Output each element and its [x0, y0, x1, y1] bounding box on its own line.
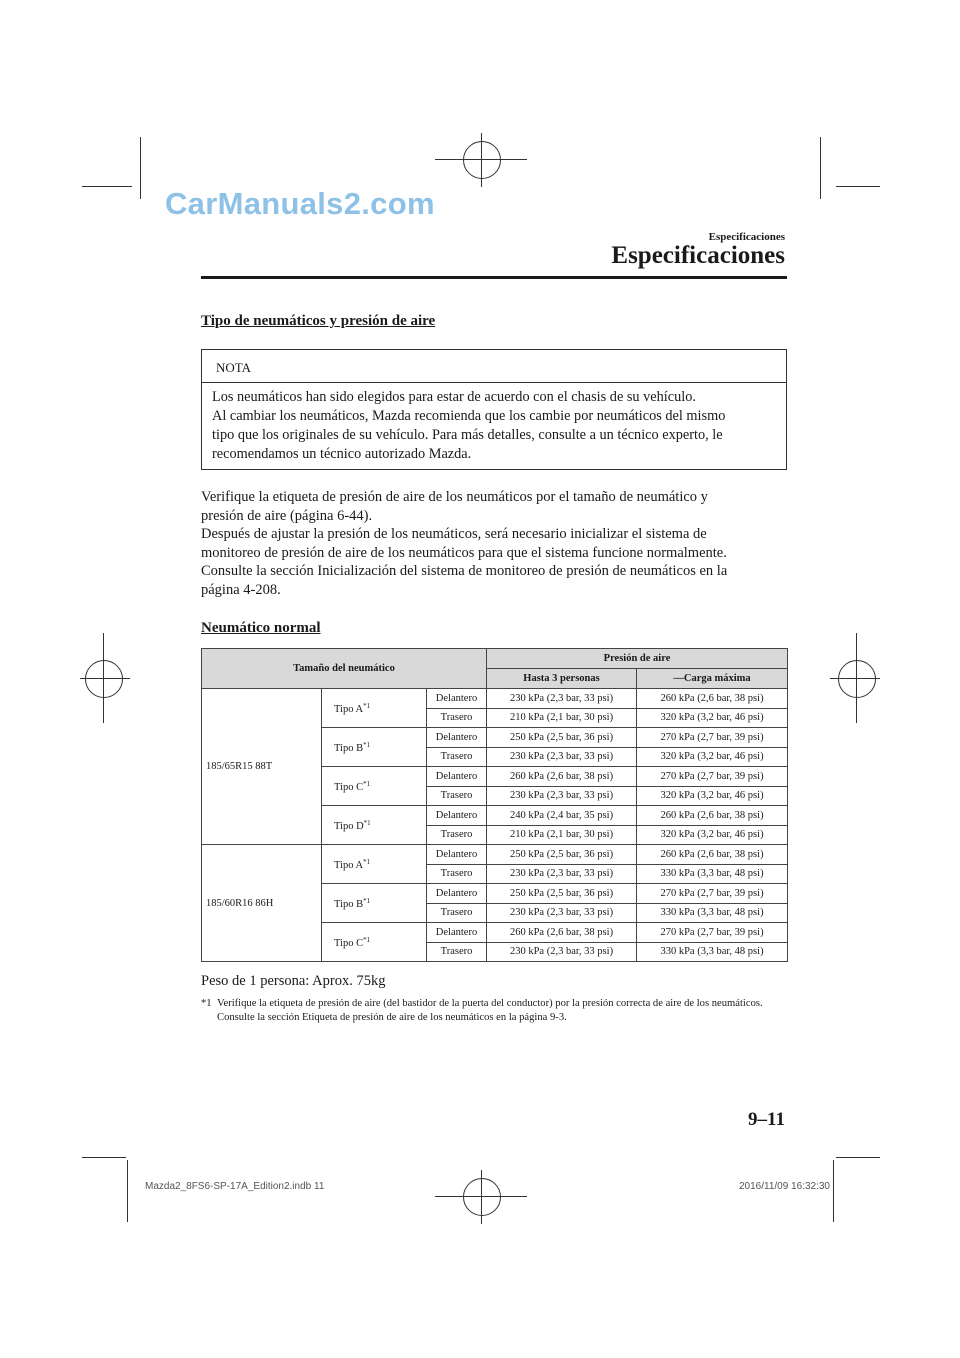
pressure-max-load-cell: 330 kPa (3,3 bar, 48 psi): [637, 864, 788, 884]
note-box: [201, 349, 787, 470]
pressure-max-load-cell: 270 kPa (2,7 bar, 39 psi): [637, 884, 788, 904]
footer-timestamp: 2016/11/09 16:32:30: [738, 1181, 830, 1192]
tire-type-label: Tipo C: [334, 937, 364, 949]
axle-position-cell: Delantero: [427, 923, 487, 943]
axle-position-cell: Trasero: [427, 903, 487, 923]
footnote-ref: *1: [363, 896, 371, 905]
axle-position-cell: Delantero: [427, 689, 487, 709]
header-up-to-3-persons: Hasta 3 personas: [487, 669, 637, 689]
watermark-logo: CarManuals2.com: [165, 186, 435, 221]
tire-type-cell: [322, 728, 427, 767]
tire-size-cell: 185/60R16 86H: [202, 845, 322, 962]
running-header-section: Especificaciones: [708, 231, 785, 243]
note-line: tipo que los originales de su vehículo. Para más detalles, consulte a un técnico experto, le: [212, 427, 723, 443]
body-paragraph: [201, 488, 787, 600]
pressure-normal-cell: 210 kPa (2,1 bar, 30 psi): [487, 825, 637, 845]
tire-type-label: Tipo A: [334, 859, 364, 871]
header-tire-size: Tamaño del neumático: [202, 649, 487, 689]
pressure-max-load-cell: 330 kPa (3,3 bar, 48 psi): [637, 942, 788, 962]
pressure-max-load-cell: 260 kPa (2,6 bar, 38 psi): [637, 806, 788, 826]
note-line: Al cambiar los neumáticos, Mazda recomienda que los cambie por neumáticos del mismo: [212, 408, 726, 424]
note-title: NOTA: [216, 360, 252, 375]
pressure-max-load-cell: 320 kPa (3,2 bar, 46 psi): [637, 708, 788, 728]
tire-type-label: Tipo B: [334, 898, 364, 910]
pressure-max-load-cell: 320 kPa (3,2 bar, 46 psi): [637, 747, 788, 767]
tire-pressure-table: [201, 648, 788, 962]
pressure-max-load-cell: 260 kPa (2,6 bar, 38 psi): [637, 845, 788, 865]
tire-type-label: Tipo C: [334, 781, 364, 793]
footnote-ref: *1: [363, 779, 371, 788]
pressure-normal-cell: 230 kPa (2,3 bar, 33 psi): [487, 786, 637, 806]
footnote-ref: *1: [363, 818, 371, 827]
tire-type-cell: [322, 845, 427, 884]
pressure-normal-cell: 230 kPa (2,3 bar, 33 psi): [487, 942, 637, 962]
pressure-normal-cell: 250 kPa (2,5 bar, 36 psi): [487, 884, 637, 904]
pressure-normal-cell: 230 kPa (2,3 bar, 33 psi): [487, 864, 637, 884]
note-text: [212, 388, 778, 464]
pressure-normal-cell: 230 kPa (2,3 bar, 33 psi): [487, 747, 637, 767]
footnote-ref: *1: [363, 857, 371, 866]
pressure-normal-cell: 210 kPa (2,1 bar, 30 psi): [487, 708, 637, 728]
footnote-marker: *1: [201, 998, 212, 1009]
axle-position-cell: Trasero: [427, 708, 487, 728]
page-number: 9–11: [748, 1109, 785, 1130]
tire-type-label: Tipo B: [334, 742, 364, 754]
tire-type-cell: [322, 923, 427, 962]
footer-filename: Mazda2_8FS6-SP-17A_Edition2.indb 11: [145, 1181, 325, 1192]
axle-position-cell: Delantero: [427, 845, 487, 865]
pressure-max-load-cell: 330 kPa (3,3 bar, 48 psi): [637, 903, 788, 923]
note-line: recomendamos un técnico autorizado Mazda.: [212, 446, 472, 462]
tire-type-cell: [322, 806, 427, 845]
header-air-pressure: Presión de aire: [487, 649, 788, 669]
axle-position-cell: Trasero: [427, 942, 487, 962]
body-line: presión de aire (página 6-44).: [201, 507, 373, 524]
pressure-normal-cell: 230 kPa (2,3 bar, 33 psi): [487, 689, 637, 709]
weight-note: Peso de 1 persona: Aprox. 75kg: [201, 973, 386, 989]
pressure-max-load-cell: 270 kPa (2,7 bar, 39 psi): [637, 767, 788, 787]
tire-type-label: Tipo A: [334, 703, 364, 715]
note-line: Los neumáticos han sido elegidos para estar de acuerdo con el chasis de su vehículo.: [212, 389, 696, 405]
pressure-normal-cell: 260 kPa (2,6 bar, 38 psi): [487, 923, 637, 943]
axle-position-cell: Delantero: [427, 767, 487, 787]
header-max-load: —Carga máxima: [637, 669, 788, 689]
footnote-ref: *1: [363, 701, 371, 710]
tire-type-label: Tipo D: [334, 820, 364, 832]
table-row: [202, 689, 788, 709]
pressure-max-load-cell: 270 kPa (2,7 bar, 39 psi): [637, 728, 788, 748]
axle-position-cell: Trasero: [427, 747, 487, 767]
pressure-normal-cell: 260 kPa (2,6 bar, 38 psi): [487, 767, 637, 787]
pressure-max-load-cell: 270 kPa (2,7 bar, 39 psi): [637, 923, 788, 943]
pressure-normal-cell: 250 kPa (2,5 bar, 36 psi): [487, 728, 637, 748]
axle-position-cell: Trasero: [427, 825, 487, 845]
pressure-normal-cell: 250 kPa (2,5 bar, 36 psi): [487, 845, 637, 865]
pressure-max-load-cell: 320 kPa (3,2 bar, 46 psi): [637, 825, 788, 845]
tire-type-cell: [322, 689, 427, 728]
pressure-normal-cell: 240 kPa (2,4 bar, 35 psi): [487, 806, 637, 826]
axle-position-cell: Delantero: [427, 806, 487, 826]
axle-position-cell: Delantero: [427, 884, 487, 904]
footnote-text: Verifique la etiqueta de presión de aire (del bastidor de la puerta del conductor) por la presión correcta de aire de los neumáticos. Consulte la sección Etiqueta de presión de aire de los neumáticos en la página 9-3.: [217, 998, 763, 1023]
body-line: Verifique la etiqueta de presión de aire de los neumáticos por el tamaño de neumático y: [201, 489, 708, 505]
pressure-max-load-cell: 320 kPa (3,2 bar, 46 psi): [637, 786, 788, 806]
axle-position-cell: Trasero: [427, 786, 487, 806]
body-line: monitoreo de presión de aire de los neumáticos para que el sistema funcione normalmente.: [201, 544, 727, 561]
body-line: Después de ajustar la presión de los neumáticos, será necesario inicializar el sistema de: [201, 526, 707, 543]
body-line: Consulte la sección Inicialización del sistema de monitoreo de presión de neumáticos en la: [201, 563, 728, 580]
page-title: Especificaciones: [611, 242, 785, 269]
footnote-ref: *1: [363, 740, 371, 749]
axle-position-cell: Trasero: [427, 864, 487, 884]
footnote-ref: *1: [363, 935, 371, 944]
pressure-normal-cell: 230 kPa (2,3 bar, 33 psi): [487, 903, 637, 923]
table-row: [202, 845, 788, 865]
tire-type-cell: [322, 767, 427, 806]
body-line: página 4-208.: [201, 581, 281, 598]
subsection-title: Neumático normal: [201, 620, 321, 636]
table-header-row: [202, 649, 788, 669]
axle-position-cell: Delantero: [427, 728, 487, 748]
pressure-max-load-cell: 260 kPa (2,6 bar, 38 psi): [637, 689, 788, 709]
header-rule: [201, 276, 787, 279]
tire-type-cell: [322, 884, 427, 923]
section-title: Tipo de neumáticos y presión de aire: [201, 313, 436, 329]
tire-size-cell: 185/65R15 88T: [202, 689, 322, 845]
note-divider: [202, 382, 786, 383]
